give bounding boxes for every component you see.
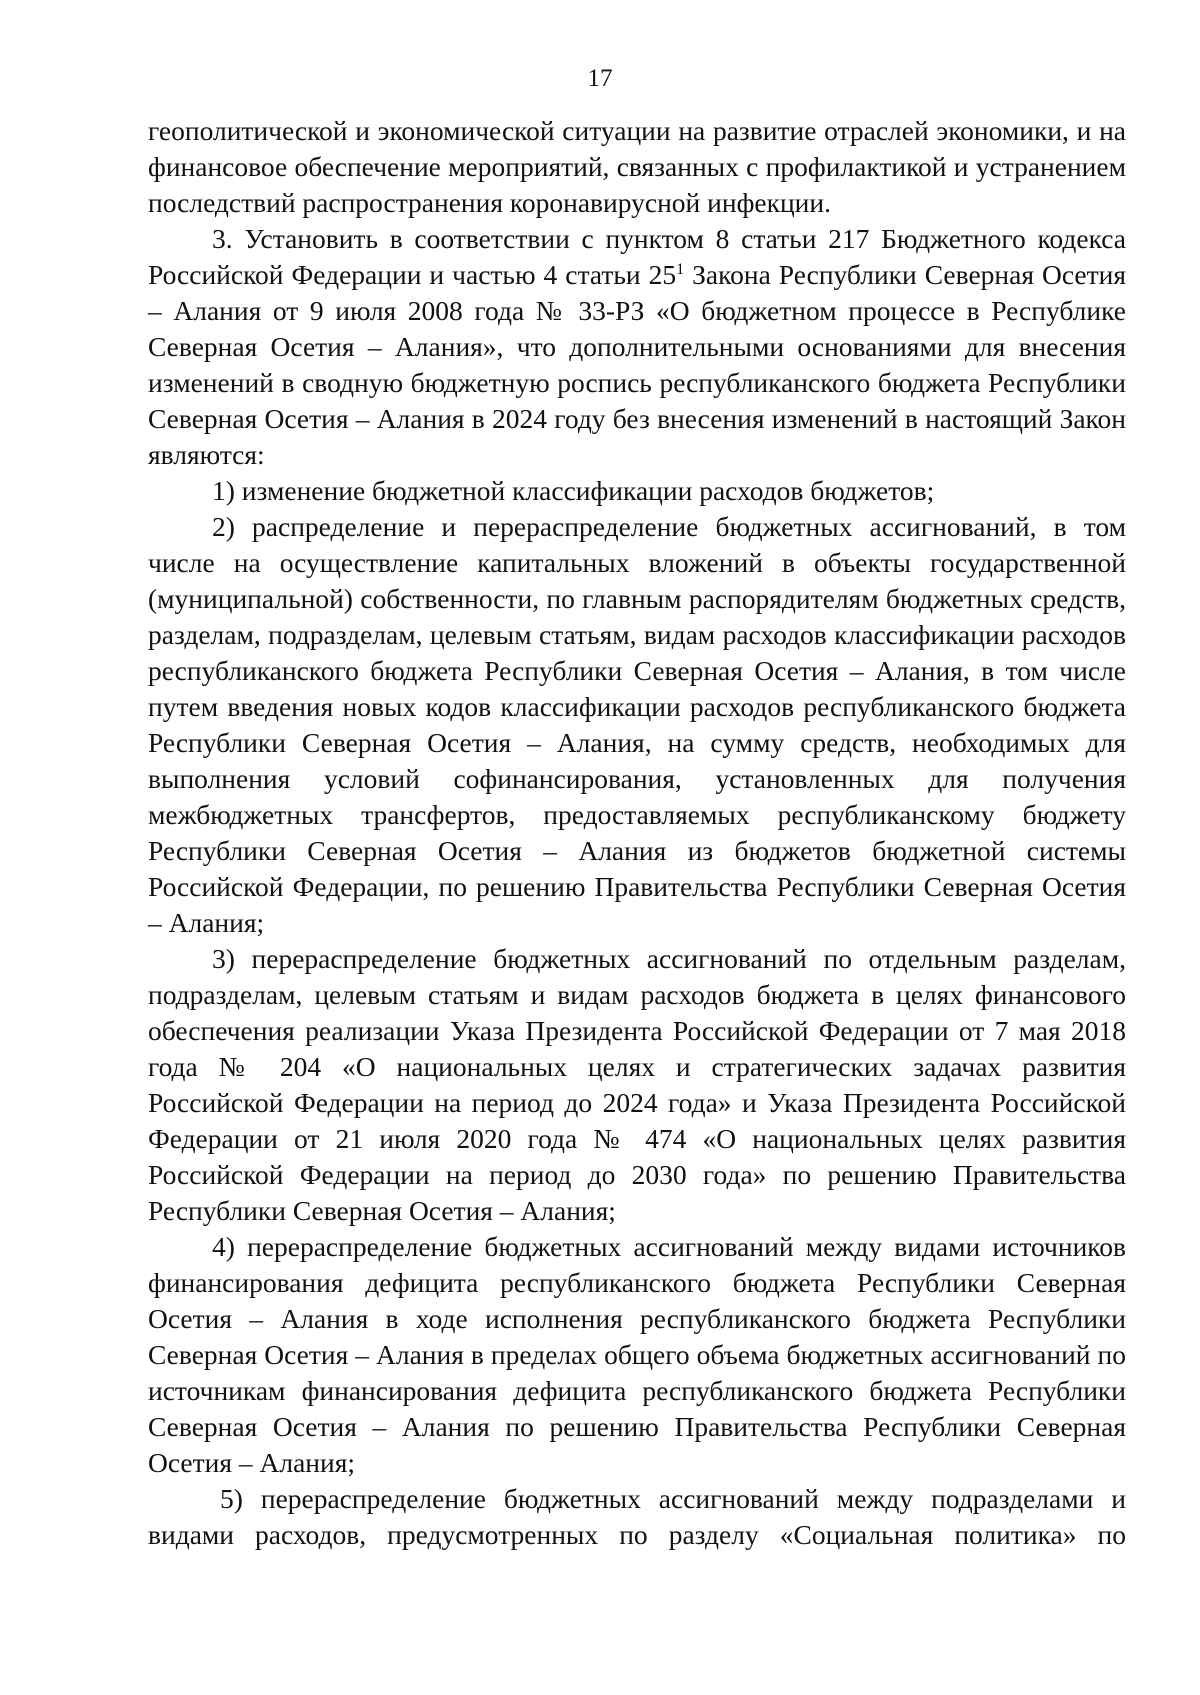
list-item-5: 5) перераспределение бюджетных ассигнований между подразделами и видами расходов, предусмотренных по разделу «Социальная политика» по xyxy=(148,1483,1126,1550)
article-superscript: 1 xyxy=(676,260,685,278)
paragraph-continuation: геополитической и экономической ситуации на развитие отраслей экономики, и на финансовое обеспечение мероприятий, связанных с профилактикой и устранением последствий распространения коронавирусной инфекции. xyxy=(148,115,1126,218)
list-item-3: 3) перераспределение бюджетных ассигнований по отдельным разделам, подразделам, целевым статьям и видам расходов бюджета в целях финансового обеспечения реализации Указа Президента Российской Федерации от 7 мая 2018 года № 204 «О национальных целях и стратегических задачах развития Российской Федерации на период до 2024 года» и Указа Президента Российской Федерации от 21 июля 2020 года № 474 «О национальных целях развития Российской Федерации на период до 2030 года» по решению Правительства Республики Северная Осетия – Алания; xyxy=(148,943,1126,1226)
document-body xyxy=(148,113,1126,1553)
point-3-text-start: 3. Установить в соответствии с пунктом 8 статьи 217 Бюджетного кодекса Российской Федерации и частью 4 статьи 25 xyxy=(148,223,1126,290)
list-item-2: 2) распределение и перераспределение бюджетных ассигнований, в том числе на осуществление капитальных вложений в объекты государственной (муниципальной) собственности, по главным распорядителям бюджетных средств, разделам, подразделам, целевым статьям, видам расходов классификации расходов республиканского бюджета Республики Северная Осетия – Алания, в том числе путем введения новых кодов классификации расходов республиканского бюджета Республики Северная Осетия – Алания, на сумму средств, необходимых для выполнения условий софинансирования, установленных для получения межбюджетных трансфертов, предоставляемых республиканскому бюджету Республики Северная Осетия – Алания из бюджетов бюджетной системы Российской Федерации, по решению Правительства Республики Северная Осетия – Алания; xyxy=(148,511,1126,938)
page-number: 17 xyxy=(587,65,613,92)
list-item-4: 4) перераспределение бюджетных ассигнований между видами источников финансирования дефицита республиканского бюджета Республики Северная Осетия – Алания в ходе исполнения республиканского бюджета Республики Северная Осетия – Алания в пределах общего объема бюджетных ассигнований по источникам финансирования дефицита республиканского бюджета Республики Северная Осетия – Алания по решению Правительства Республики Северная Осетия – Алания; xyxy=(148,1231,1126,1478)
list-item-1: 1) изменение бюджетной классификации расходов бюджетов; xyxy=(212,475,935,506)
paragraph-point-3 xyxy=(148,221,1126,473)
point-3-text-end: Закона Республики Северная Осетия – Алания от 9 июля 2008 года № 33-РЗ «О бюджетном процессе в Республике Северная Осетия – Алания», что дополнительными основаниями для внесения изменений в сводную бюджетную роспись республиканского бюджета Республики Северная Осетия – Алания в 2024 году без внесения изменений в настоящий Закон являются: xyxy=(148,259,1126,470)
